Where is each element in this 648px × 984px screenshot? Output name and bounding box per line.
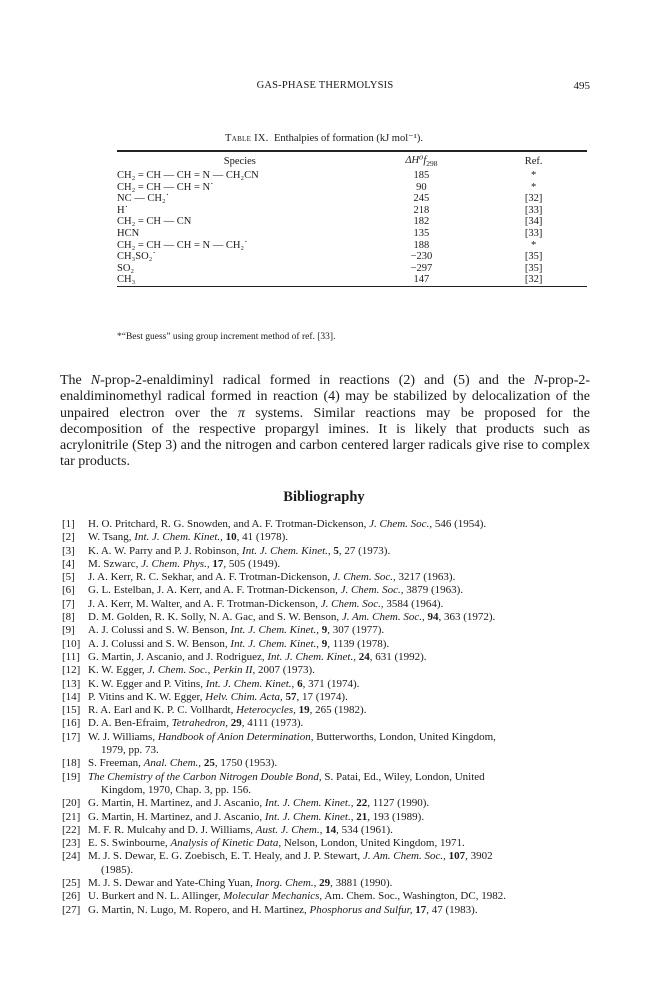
reference-source: J. Chem. Soc., <box>320 597 384 610</box>
reference-number: [27] <box>62 903 81 916</box>
reference-authors: D. A. Ben-Efraim, <box>88 717 172 730</box>
species-cell: CH₂ = CH — CN <box>117 216 192 228</box>
reference-source: Int. J. Chem. Kinet., <box>267 650 356 663</box>
reference-volume: 21 <box>356 810 368 823</box>
reference-number: [10] <box>62 637 81 650</box>
bibliography-entry <box>62 704 590 717</box>
reference-authors: K. A. W. Parry and P. J. Robinson, <box>88 544 243 557</box>
bibliography-entry <box>62 757 590 770</box>
enthalpy-cell: 188 <box>413 239 430 251</box>
reference-source: Heterocycles, <box>236 704 296 717</box>
species-cell: CH₂ = CH — CH = N — CH₂˙ <box>117 239 248 251</box>
reference-authors: K. W. Egger, <box>88 664 148 677</box>
table-row <box>117 228 587 240</box>
reference-authors: W. Tsang, <box>88 531 135 544</box>
reference-volume: 29 <box>230 717 242 730</box>
bibliography-entry <box>62 850 590 877</box>
table-footnote: *“Best guess” using group increment method of ref. [33]. <box>117 332 336 342</box>
reference-number: [13] <box>62 677 81 690</box>
species-cell: CH₃ <box>117 274 136 286</box>
table-row <box>117 182 587 194</box>
bibliography-entry <box>62 877 590 890</box>
enthalpy-table <box>117 150 587 287</box>
enthalpy-cell: 135 <box>413 227 430 239</box>
reference-number: [2] <box>62 531 75 544</box>
reference-number: [7] <box>62 597 75 610</box>
reference-authors: W. J. Williams, <box>88 730 158 743</box>
table-caption-label: Table IX. <box>225 133 269 144</box>
reference-number: [21] <box>62 810 81 823</box>
reference-details: S. Patai, Ed., Wiley, London, United <box>321 770 485 783</box>
table-row <box>117 193 587 205</box>
reference-source: Analysis of Kinetic Data, <box>170 837 282 850</box>
reference-volume: 17 <box>212 557 224 570</box>
reference-authors: U. Burkert and N. L. Allinger, <box>88 890 224 903</box>
reference-volume: 107 <box>448 850 466 863</box>
ref-cell: * <box>530 170 537 181</box>
reference-number: [24] <box>62 850 81 863</box>
reference-details: , 371 (1974). <box>302 677 360 690</box>
reference-number: [6] <box>62 584 75 597</box>
reference-number: [5] <box>62 571 75 584</box>
bibliography-entry <box>62 678 590 691</box>
reference-authors: M. J. S. Dewar and Yate-Ching Yuan, <box>88 877 256 890</box>
bibliography-title: Bibliography <box>283 489 365 505</box>
bibliography-entry <box>62 584 590 597</box>
col-header-ref: Ref. <box>524 155 543 167</box>
reference-authors: M. Szwarc, <box>88 557 142 570</box>
reference-volume: 10 <box>225 531 237 544</box>
bibliography-list <box>62 518 590 917</box>
reference-details: , 265 (1982). <box>309 704 367 717</box>
enthalpy-cell: 147 <box>413 274 430 286</box>
reference-authors: G. Martin, J. Ascanio, and J. Rodriguez, <box>88 650 268 663</box>
reference-details: , 1750 (1953). <box>214 757 278 770</box>
reference-volume: 19 <box>298 704 310 717</box>
reference-authors: S. Freeman, <box>88 757 144 770</box>
reference-authors: K. W. Egger and P. Vitins, <box>88 677 206 690</box>
reference-volume: 57 <box>285 690 297 703</box>
enthalpy-cell: 218 <box>413 204 430 216</box>
bibliography-entry <box>62 771 590 798</box>
ref-cell: [35] <box>524 251 543 263</box>
reference-details: , 631 (1992). <box>369 650 427 663</box>
reference-number: [12] <box>62 664 81 677</box>
bibliography-entry <box>62 664 590 677</box>
reference-source: J. Am. Chem. Soc., <box>362 850 446 863</box>
bibliography-entry <box>62 611 590 624</box>
reference-source: J. Am. Chem. Soc., <box>341 611 425 624</box>
reference-source: Aust. J. Chem., <box>255 823 323 836</box>
bibliography-entry <box>62 837 590 850</box>
reference-details: , 47 (1983). <box>426 903 478 916</box>
reference-authors: E. S. Swinbourne, <box>88 837 171 850</box>
reference-number: [18] <box>62 757 81 770</box>
bibliography-entry <box>62 824 590 837</box>
reference-number: [20] <box>62 797 81 810</box>
reference-volume: 25 <box>203 757 215 770</box>
reference-number: [26] <box>62 890 81 903</box>
reference-volume: 22 <box>356 797 368 810</box>
reference-number: [4] <box>62 557 75 570</box>
reference-authors: J. A. Kerr, R. C. Sekhar, and A. F. Trotman-Dickenson, <box>88 571 333 584</box>
reference-continuation: Kingdom, 1970, Chap. 3, pp. 156. <box>101 783 252 796</box>
reference-number: [11] <box>62 650 80 663</box>
reference-details: , 505 (1949). <box>223 557 281 570</box>
reference-source: Handbook of Anion Determination, <box>157 730 314 743</box>
reference-authors: M. F. R. Mulcahy and D. J. Williams, <box>88 823 256 836</box>
bibliography-entry <box>62 797 590 810</box>
bibliography-entry <box>62 624 590 637</box>
reference-source: Int. J. Chem. Kinet., <box>264 810 354 823</box>
ref-cell: [34] <box>524 216 543 228</box>
reference-authors: D. M. Golden, R. K. Solly, N. A. Gac, and S. W. Benson, <box>88 611 342 624</box>
enthalpy-cell: 90 <box>416 181 427 193</box>
reference-source: Int. J. Chem. Kinet., <box>230 637 320 650</box>
bibliography-entry <box>62 558 590 571</box>
reference-number: [25] <box>62 877 81 890</box>
reference-authors: G. L. Estelban, J. A. Kerr, and A. F. Trotman-Dickenson, <box>88 584 341 597</box>
reference-details: , 193 (1989). <box>367 810 425 823</box>
ref-cell: * <box>530 239 537 251</box>
bibliography-entry <box>62 717 590 730</box>
reference-volume: 9 <box>321 637 328 650</box>
ref-cell: [33] <box>524 227 543 239</box>
reference-authors: G. Martin, H. Martinez, and J. Ascanio, <box>88 810 265 823</box>
reference-source: The Chemistry of the Carbon Nitrogen Double Bond, <box>88 770 322 783</box>
table-bottom-rule <box>117 286 587 287</box>
reference-source: Int. J. Chem. Kinet., <box>230 624 320 637</box>
reference-details: , 3902 <box>465 850 493 863</box>
reference-authors: P. Vitins and K. W. Egger, <box>88 690 206 703</box>
reference-volume: 94 <box>427 611 439 624</box>
reference-details: , 41 (1978). <box>236 531 288 544</box>
reference-continuation: (1985). <box>101 863 134 876</box>
reference-volume: 6 <box>297 677 303 690</box>
species-cell: H˙ <box>117 204 129 216</box>
reference-source: Helv. Chim. Acta, <box>205 690 283 703</box>
col-header-enthalpy-sub: 298 <box>426 159 438 169</box>
table-row <box>117 263 587 275</box>
page-header <box>60 80 590 94</box>
reference-source: Int. J. Chem. Kinet., <box>205 677 295 690</box>
reference-number: [15] <box>62 704 81 717</box>
reference-source: J. Chem. Soc., Perkin II, <box>147 664 256 677</box>
reference-volume: 17 <box>415 903 427 916</box>
reference-authors: J. A. Kerr, M. Walter, and A. F. Trotman-Dickenson, <box>88 597 321 610</box>
reference-volume: 24 <box>358 650 370 663</box>
species-cell: NC — CH₂˙ <box>117 193 170 205</box>
reference-details: , 1127 (1990). <box>367 797 430 810</box>
reference-number: [19] <box>62 770 81 783</box>
ref-cell: [32] <box>524 193 543 205</box>
reference-details: , 1139 (1978). <box>327 637 390 650</box>
bibliography-entry <box>62 811 590 824</box>
table-header-row <box>117 152 587 170</box>
reference-details: , 3881 (1990). <box>330 877 393 890</box>
ref-cell: [33] <box>524 204 543 216</box>
reference-details: , 534 (1961). <box>336 823 393 836</box>
reference-authors: G. Martin, N. Lugo, M. Ropero, and H. Martinez, <box>88 903 310 916</box>
ref-cell: [32] <box>524 274 543 286</box>
page-number: 495 <box>573 80 590 92</box>
reference-details: , 17 (1974). <box>296 690 348 703</box>
reference-details: , 4111 (1973). <box>241 717 304 730</box>
reference-authors: H. O. Pritchard, R. G. Snowden, and A. F. Trotman-Dickenson, <box>88 518 370 530</box>
reference-volume: 29 <box>319 877 331 890</box>
reference-source: Tetrahedron, <box>171 717 229 730</box>
reference-details: , 27 (1973). <box>338 544 391 557</box>
reference-source: Phosphorus and Sulfur, <box>309 903 413 916</box>
bibliography-entry <box>62 638 590 651</box>
reference-volume: 9 <box>321 624 328 637</box>
species-cell: SO₂ <box>117 262 135 274</box>
reference-volume: 5 <box>333 544 339 557</box>
reference-source: J. Chem. Soc., <box>332 571 396 584</box>
bibliography-entry <box>62 651 590 664</box>
reference-volume: 14 <box>325 823 337 836</box>
bibliography-entry <box>62 571 590 584</box>
bibliography-entry <box>62 598 590 611</box>
species-cell: CH₃SO₂˙ <box>117 251 156 263</box>
reference-source: Int. J. Chem. Kinet., <box>264 797 354 810</box>
enthalpy-table-grid <box>117 152 587 286</box>
reference-source: J. Chem. Phys., <box>141 557 210 570</box>
reference-details: Am. Chem. Soc., Washington, DC, 1982. <box>322 890 506 903</box>
reference-number: [22] <box>62 823 81 836</box>
reference-number: [17] <box>62 730 81 743</box>
bibliography-entry <box>62 731 590 758</box>
col-header-species: Species <box>223 155 256 167</box>
ref-cell: [35] <box>524 262 543 274</box>
table-caption-text: Enthalpies of formation (kJ mol⁻¹). <box>274 133 423 144</box>
table-row <box>117 240 587 252</box>
reference-number: [1] <box>62 518 75 530</box>
table-row <box>117 251 587 263</box>
enthalpy-cell: 185 <box>413 170 430 181</box>
enthalpy-cell: 182 <box>413 216 430 228</box>
col-header-enthalpy-main: ΔH⁰f <box>405 154 427 166</box>
col-header-enthalpy <box>363 152 481 170</box>
enthalpy-cell: 245 <box>413 193 430 205</box>
reference-details: , 307 (1977). <box>327 624 385 637</box>
reference-number: [14] <box>62 690 81 703</box>
reference-details: , 363 (1972). <box>438 611 496 624</box>
reference-authors: A. J. Colussi and S. W. Benson, <box>88 637 231 650</box>
table-body <box>117 170 587 286</box>
table-row <box>117 170 587 182</box>
reference-details: 3217 (1963). <box>395 571 456 584</box>
enthalpy-cell: −297 <box>410 262 433 274</box>
ref-cell: * <box>530 181 537 193</box>
body-paragraph: The N-prop-2-enaldiminyl radical formed in reactions (2) and (5) and the N-prop-2-enaldiminomethyl radical formed in reaction (4) may be stabilized by delocalization of the unpaired electron over the π systems. Similar reactions may be proposed for the decomposition of the respective propargyl imines. It is likely that products such as acrylonitrile (Step 3) and the nitrogen and carbon centered larger radicals give rise to complex tar products. <box>60 373 591 470</box>
reference-details: 2007 (1973). <box>255 664 315 677</box>
bibliography-entry <box>62 518 590 531</box>
reference-number: [9] <box>62 624 75 637</box>
bibliography-entry <box>62 531 590 544</box>
reference-source: Molecular Mechanics, <box>223 890 323 903</box>
reference-source: Int. J. Chem. Kinet., <box>242 544 331 557</box>
table-row <box>117 205 587 217</box>
bibliography-entry <box>62 691 590 704</box>
reference-number: [8] <box>62 611 75 624</box>
running-head: GAS-PHASE THERMOLYSIS <box>256 80 394 91</box>
reference-details: 3584 (1964). <box>383 597 444 610</box>
reference-number: [16] <box>62 717 81 730</box>
reference-continuation: 1979, pp. 73. <box>101 744 159 757</box>
reference-source: Anal. Chem., <box>143 757 202 770</box>
reference-authors: A. J. Colussi and S. W. Benson, <box>88 624 231 637</box>
reference-details: Butterworths, London, United Kingdom, <box>313 730 496 743</box>
table-row <box>117 216 587 228</box>
reference-authors: M. J. S. Dewar, E. G. Zoebisch, E. T. Healy, and J. P. Stewart, <box>88 850 363 863</box>
reference-details: Nelson, London, United Kingdom, 1971. <box>281 837 465 850</box>
reference-details: 3879 (1963). <box>403 584 464 597</box>
reference-source: Int. J. Chem. Kinet., <box>134 531 223 544</box>
species-cell: CH₂ = CH — CH = N˙ <box>117 181 214 193</box>
reference-number: [23] <box>62 837 81 850</box>
table-caption <box>0 132 648 144</box>
species-cell: CH₂ = CH — CH = N — CH₂CN <box>117 170 259 181</box>
reference-details: 546 (1954). <box>432 518 487 530</box>
reference-authors: G. Martin, H. Martinez, and J. Ascanio, <box>88 797 265 810</box>
bibliography-entry <box>62 890 590 903</box>
species-cell: HCN <box>117 227 140 239</box>
reference-source: Inorg. Chem., <box>255 877 317 890</box>
reference-number: [3] <box>62 544 75 557</box>
reference-authors: R. A. Earl and K. P. C. Vollhardt, <box>88 704 237 717</box>
reference-source: J. Chem. Soc., <box>369 518 433 530</box>
bibliography-entry <box>62 545 590 558</box>
bibliography-entry <box>62 904 590 917</box>
reference-source: J. Chem. Soc., <box>340 584 404 597</box>
table-row <box>117 274 587 286</box>
enthalpy-cell: −230 <box>410 251 433 263</box>
